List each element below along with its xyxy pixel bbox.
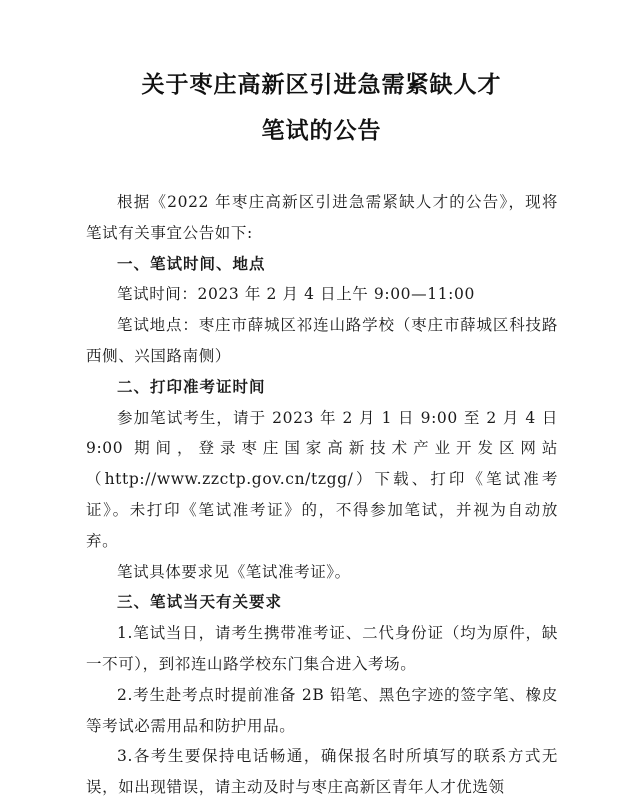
requirement-item-2: 2.考生赴考点时提前准备 2B 铅笔、黑色字迹的签字笔、橡皮等考试必需用品和防护用品。 xyxy=(86,685,558,735)
requirement-item-1: 1.笔试当日，请考生携带准考证、二代身份证（均为原件，缺一不可），到祁连山路学校东门集合进入考场。 xyxy=(86,624,558,673)
exam-place-paragraph: 笔试地点：枣庄市薛城区祁连山路学校（枣庄市薛城区科技路西侧、兴国路南侧） xyxy=(86,316,558,365)
admission-ticket-note: 笔试具体要求见《笔试准考证》。 xyxy=(117,562,351,581)
requirement-item-3: 3.各考生要保持电话畅通，确保报名时所填写的联系方式无误，如出现错误，请主动及时与枣庄高新区青年人才优选领 xyxy=(86,747,558,797)
section-heading-exam-time-place: 一、笔试时间、地点 xyxy=(117,254,266,273)
exam-time-paragraph: 笔试时间：2023 年 2 月 4 日上午 9:00—11:00 xyxy=(117,285,475,304)
document-title-line-2: 笔试的公告 xyxy=(261,118,382,144)
section-heading-admission-ticket: 二、打印准考证时间 xyxy=(117,377,266,396)
intro-paragraph: 根据《2022 年枣庄高新区引进急需紧缺人才的公告》，现将笔试有关事宜公告如下: xyxy=(86,193,558,242)
document-body xyxy=(86,187,558,803)
section-heading-exam-day-requirements: 三、笔试当天有关要求 xyxy=(117,593,283,612)
document-title-line-1: 关于枣庄高新区引进急需紧缺人才 xyxy=(141,72,502,98)
admission-ticket-paragraph: 参加笔试考生，请于 2023 年 2 月 1 日 9:00 至 2 月 4 日 9:00 期间，登录枣庄国家高新技术产业开发区网站（http://www.zzctp.gov.cn/tzgg/）下载、打印《笔试准考证》。未打印《笔试准考证》的，不得参加笔试，并视为自动放弃。 xyxy=(86,408,558,550)
